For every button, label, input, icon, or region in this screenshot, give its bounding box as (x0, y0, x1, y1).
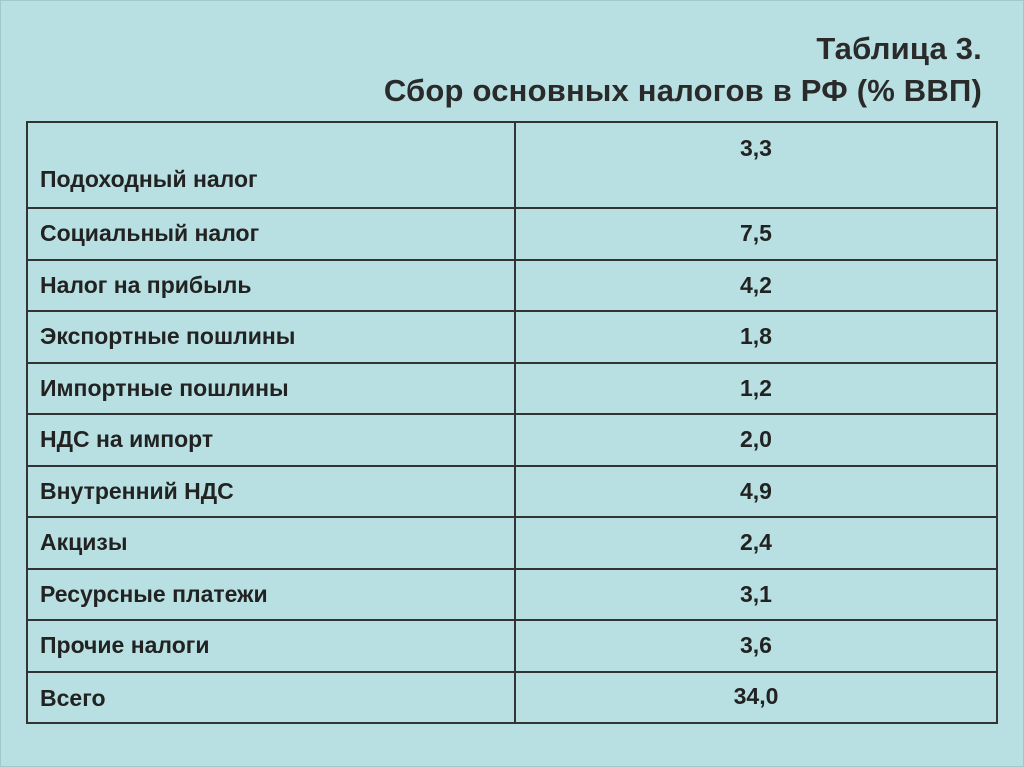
tax-value-cell: 4,9 (515, 466, 997, 518)
table-row (27, 620, 997, 672)
tax-name-cell: Внутренний НДС (27, 466, 515, 518)
total-name-cell: Всего (27, 672, 515, 724)
table-row (27, 260, 997, 312)
table-row (27, 311, 997, 363)
title-caption: Сбор основных налогов в РФ (% ВВП) (383, 73, 982, 108)
table-row (27, 208, 997, 260)
table-row (27, 414, 997, 466)
total-value-cell: 34,0 (515, 672, 997, 724)
tax-value-cell: 2,4 (515, 517, 997, 569)
table-row (27, 363, 997, 415)
tax-value-cell: 3,6 (515, 620, 997, 672)
tax-value-cell: 2,0 (515, 414, 997, 466)
table-row (27, 466, 997, 518)
tax-name-cell: Ресурсные платежи (27, 569, 515, 621)
tax-name-cell: Подоходный налог (27, 122, 515, 208)
tax-value-cell: 7,5 (515, 208, 997, 260)
tax-name-cell: Акцизы (27, 517, 515, 569)
tax-name-cell: Прочие налоги (27, 620, 515, 672)
table-row-total (27, 672, 997, 724)
tax-name-cell: Экспортные пошлины (27, 311, 515, 363)
tax-value-cell: 1,2 (515, 363, 997, 415)
title-table-number: Таблица 3. (816, 31, 982, 66)
table-row (27, 517, 997, 569)
tax-table (26, 121, 998, 724)
tax-name-cell: Социальный налог (27, 208, 515, 260)
tax-value-cell: 1,8 (515, 311, 997, 363)
tax-name-cell: Налог на прибыль (27, 260, 515, 312)
tax-value-cell: 4,2 (515, 260, 997, 312)
tax-name-cell: НДС на импорт (27, 414, 515, 466)
tax-value-cell: 3,1 (515, 569, 997, 621)
tax-name-cell: Импортные пошлины (27, 363, 515, 415)
table-row (27, 569, 997, 621)
tax-value-cell: 3,3 (515, 122, 997, 208)
slide-title (384, 28, 982, 112)
table-row (27, 122, 997, 208)
